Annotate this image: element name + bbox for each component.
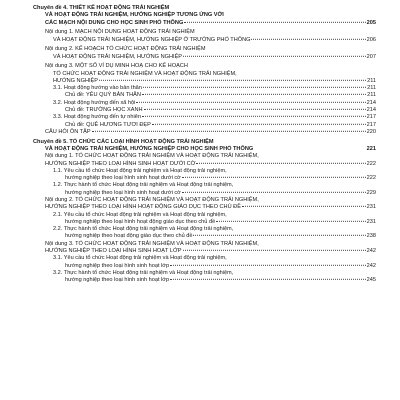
toc-entry-title: Nội dung 2. KẾ HOẠCH TỔ CHỨC HOẠT ĐỘNG TRẢI NGHIỆM xyxy=(45,46,206,53)
toc-entry-title: HƯỚNG NGHIỆP THEO LOẠI HÌNH SINH HOẠT DƯỚI CỜ xyxy=(45,160,196,167)
toc-entry-title: Nội dung 1. MẠCH NỘI DUNG HOẠT ĐỘNG TRẢI NGHIỆM xyxy=(45,29,195,36)
toc-entry[interactable] xyxy=(33,129,376,136)
toc-entry[interactable] xyxy=(33,78,376,85)
toc-entry-title: VÀ HOẠT ĐỘNG TRẢI NGHIỆM, HƯỚNG NGHIỆP CHO HỌC SINH PHỔ THÔNG xyxy=(45,145,254,152)
toc-page-number: 211 xyxy=(367,92,376,99)
toc-entry-title: Nội dung 1. TỔ CHỨC HOẠT ĐỘNG TRẢI NGHIỆM VÀ HOẠT ĐỘNG TRẢI NGHIỆM, xyxy=(45,153,259,160)
toc-chapter-heading[interactable] xyxy=(33,139,376,146)
toc-entry-title: hướng nghiệp theo loại hình sinh hoạt dưới cờ xyxy=(65,175,181,182)
toc-page-number: 217 xyxy=(366,121,376,128)
toc-page-number: 206 xyxy=(366,36,376,43)
dot-leader xyxy=(142,116,366,117)
toc-page-number: 211 xyxy=(367,85,376,92)
dot-leader xyxy=(183,55,366,56)
toc-entry-title: hướng nghiệp theo loại hình sinh hoạt lớp xyxy=(65,262,170,269)
toc-entry[interactable] xyxy=(33,37,376,44)
toc-entry-title: Chủ đề: TRƯỜNG HỌC XANH xyxy=(65,107,143,114)
toc-page-number: 221 xyxy=(366,145,376,152)
toc-entry-title: HƯỚNG NGHIỆP xyxy=(53,77,99,84)
toc-entry-title: VÀ HOẠT ĐỘNG TRẢI NGHIỆM, HƯỚNG NGHIỆP TƯƠNG ỨNG VỚI xyxy=(45,12,224,19)
dot-leader xyxy=(196,162,365,163)
toc-page-number: 229 xyxy=(366,189,376,196)
toc-entry[interactable] xyxy=(33,46,376,53)
toc-entry-title: hướng nghiệp theo loại hình sinh hoạt lớp xyxy=(65,277,170,284)
dot-leader xyxy=(251,38,365,39)
dot-leader xyxy=(184,21,365,22)
toc-page-number: 220 xyxy=(366,128,376,135)
toc-entry-title: Chuyên đề 4. THIẾT KẾ HOẠT ĐỘNG TRẢI NGHIỆM xyxy=(33,5,170,11)
dot-leader xyxy=(170,264,366,265)
dot-leader xyxy=(144,109,366,110)
toc-page-number: 242 xyxy=(366,248,376,255)
toc-entry-title: TỔ CHỨC HOẠT ĐỘNG TRẢI NGHIỆM VÀ HOẠT ĐỘNG TRẢI NGHIỆM, xyxy=(53,70,237,77)
dot-leader xyxy=(142,94,366,95)
toc-entry-title: VÀ HOẠT ĐỘNG TRẢI NGHIỆM, HƯỚNG NGHIỆP Ở TRƯỜNG PHỔ THÔNG xyxy=(53,36,251,43)
toc-page-number: 205 xyxy=(366,19,376,26)
toc-page-number: 231 xyxy=(366,218,376,225)
dot-leader xyxy=(92,131,366,132)
toc-entry-title: 1.1. Yêu cầu tổ chức Hoạt động trải nghiệm và Hoạt động trải nghiệm, xyxy=(53,167,227,174)
toc-entry[interactable] xyxy=(33,233,376,240)
toc-entry-title: HƯỚNG NGHIỆP THEO LOẠI HÌNH SINH HOẠT LỚP xyxy=(45,248,182,255)
toc-entry-title: hướng nghiệp theo hoạt động giáo dục theo chủ đề xyxy=(65,233,193,240)
dot-leader xyxy=(152,123,366,124)
toc-entry-title: VÀ HOẠT ĐỘNG TRẢI NGHIỆM, HƯỚNG NGHIỆP xyxy=(53,53,183,60)
toc-entry[interactable] xyxy=(33,92,376,99)
toc-page-number: 231 xyxy=(366,204,376,211)
toc-entry[interactable] xyxy=(33,107,376,114)
toc-entry-title: 3.1. Hoạt động hướng vào bản thân xyxy=(53,85,142,92)
toc-entry-title: 3.2. Hoạt động hướng đến xã hội xyxy=(53,99,136,106)
toc-entry-title: CÁC MẠCH NỘI DUNG CHO HỌC SINH PHỔ THÔNG xyxy=(45,19,184,26)
toc-entry-title: hướng nghiệp theo loại hình hoạt động giáo dục theo chủ đề xyxy=(65,218,216,225)
toc-entry[interactable] xyxy=(33,204,376,211)
dot-leader xyxy=(182,191,366,192)
toc-entry[interactable] xyxy=(33,122,376,129)
toc-entry[interactable] xyxy=(33,190,376,197)
toc-entry[interactable] xyxy=(33,63,376,70)
toc-entry-title: Chủ đề: QUÊ HƯƠNG TƯƠI ĐẸP xyxy=(65,121,151,128)
dot-leader xyxy=(99,80,366,81)
dot-leader xyxy=(193,235,365,236)
toc-entry-title: 3.2. Thực hành tổ chức Hoạt động trải nghiệm và Hoạt động trải nghiệm, xyxy=(53,269,234,276)
toc-entry[interactable] xyxy=(33,212,376,219)
toc-entry[interactable] xyxy=(33,277,376,284)
toc-entry[interactable] xyxy=(33,114,376,121)
dot-leader xyxy=(136,102,365,103)
toc-entry[interactable] xyxy=(33,182,376,189)
toc-page-number: 222 xyxy=(366,160,376,167)
toc-entry-title: 1.2. Thực hành tổ chức Hoạt động trải nghiệm và Hoạt động trải nghiệm, xyxy=(53,182,234,189)
dot-leader xyxy=(182,177,366,178)
toc-page-number: 214 xyxy=(366,99,376,106)
toc-entry[interactable] xyxy=(33,263,376,270)
toc-entry[interactable] xyxy=(33,255,376,262)
toc-entry-title: Nội dung 3. TỔ CHỨC HOẠT ĐỘNG TRẢI NGHIỆM VÀ HOẠT ĐỘNG TRẢI NGHIỆM, xyxy=(45,240,259,247)
toc-entry-title: Nội dung 2. TỔ CHỨC HOẠT ĐỘNG TRẢI NGHIỆM VÀ HOẠT ĐỘNG TRẢI NGHIỆM, xyxy=(45,196,259,203)
dot-leader xyxy=(143,87,366,88)
toc-entry-title: hướng nghiệp theo loại hình sinh hoạt dưới cờ xyxy=(65,189,181,196)
dot-leader xyxy=(183,250,366,251)
toc-entry-title: 3.1. Yêu cầu tổ chức Hoạt động trải nghiệm và Hoạt động trải nghiệm, xyxy=(53,255,227,262)
toc-entry[interactable] xyxy=(33,241,376,248)
dot-leader xyxy=(216,221,365,222)
toc-entry[interactable] xyxy=(33,161,376,168)
toc-entry[interactable] xyxy=(33,168,376,175)
toc-entry[interactable] xyxy=(33,153,376,160)
toc-entry[interactable] xyxy=(33,12,376,19)
toc-page-number: 207 xyxy=(366,53,376,60)
toc-entry[interactable] xyxy=(33,71,376,78)
toc-page-number: 242 xyxy=(366,262,376,269)
dot-leader xyxy=(242,206,366,207)
toc-entry[interactable] xyxy=(33,20,376,27)
toc-entry-title: Chuyên đề 5. TỔ CHỨC CÁC LOẠI HÌNH HOẠT ĐỘNG TRẢI NGHIỆM xyxy=(33,138,214,145)
toc-page-number: 211 xyxy=(367,77,376,84)
toc-page-number: 238 xyxy=(366,233,376,240)
toc-entry-title: 2.2. Thực hành tổ chức Hoạt động trải nghiệm và Hoạt động trải nghiệm, xyxy=(53,226,234,233)
toc-page-number: 222 xyxy=(366,175,376,182)
toc-entry-title: 2.1. Yêu cầu tổ chức Hoạt động trải nghiệm và Hoạt động trải nghiệm, xyxy=(53,211,227,218)
toc-page-number: 214 xyxy=(366,107,376,114)
toc-entry-title: CÂU HỎI ÔN TẬP xyxy=(45,128,91,135)
toc-entry-title: Nội dung 3. MỘT SỐ VÍ DỤ MINH HOẠ CHO KẾ HOẠCH xyxy=(45,63,188,70)
dot-leader xyxy=(170,279,366,280)
toc-entry[interactable] xyxy=(33,54,376,61)
toc-entry-title: HƯỚNG NGHIỆP THEO LOẠI HÌNH HOẠT ĐỘNG GIÁO DỤC THEO CHỦ ĐỀ xyxy=(45,204,241,211)
toc-entry[interactable] xyxy=(33,270,376,277)
toc-entry-title: 3.3. Hoạt động hướng đến tự nhiên xyxy=(53,114,141,121)
toc-entry[interactable] xyxy=(33,29,376,36)
toc-entry[interactable] xyxy=(33,100,376,107)
toc-page-number: 217 xyxy=(366,114,376,121)
toc-page-number: 245 xyxy=(366,277,376,284)
toc-entry-title: Chủ đề: YÊU QUÝ BẢN THÂN xyxy=(65,92,141,99)
